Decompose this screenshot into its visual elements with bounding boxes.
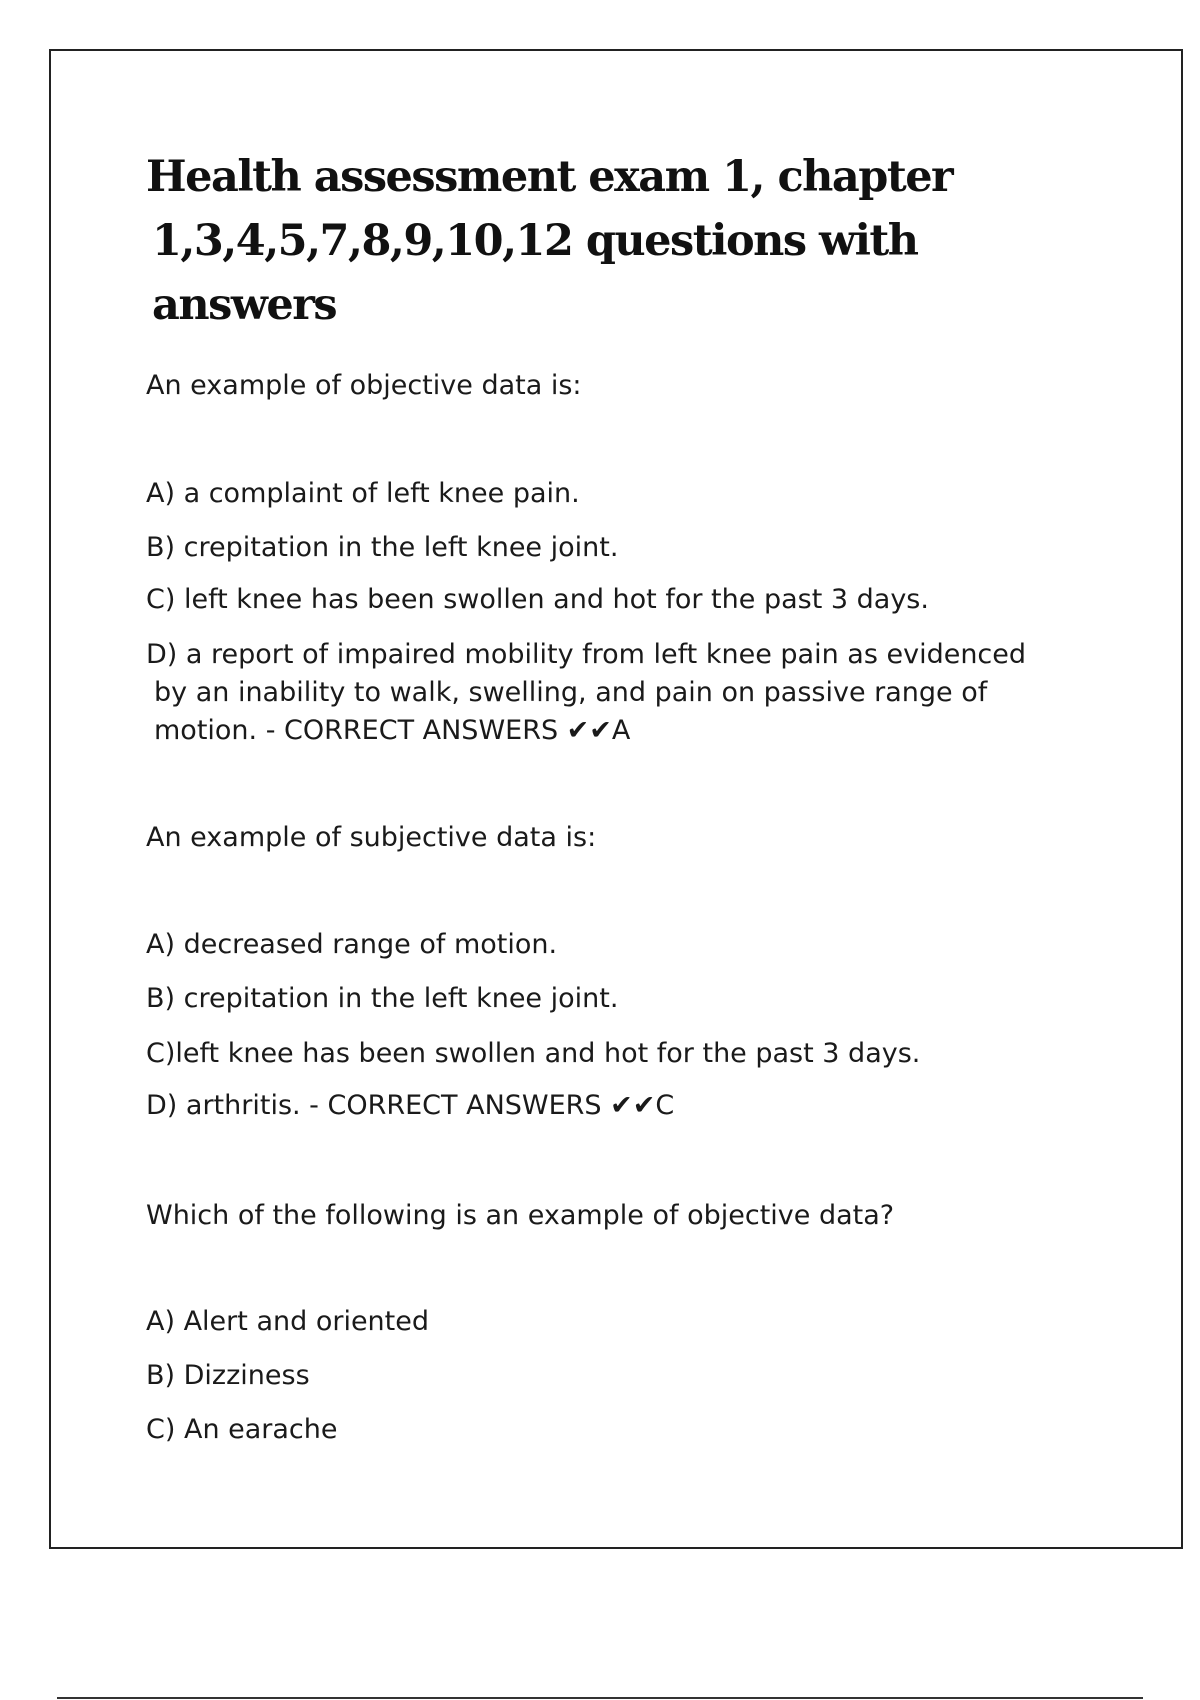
question-1-option-d-line-2: by an inability to walk, swelling, and pain on passive range of [154,677,988,708]
title-line-1: Health assessment exam 1, chapter [146,152,953,202]
question-3-option-b: B) Dizziness [146,1360,310,1391]
question-2-option-c: C)left knee has been swollen and hot for the past 3 days. [146,1038,921,1069]
question-1-option-d [146,636,1096,750]
page-bottom-divider [57,1697,1143,1699]
document-title [146,145,1046,337]
title-line-2: 1,3,4,5,7,8,9,10,12 questions with answers [152,216,918,330]
question-2-option-d-answer: D) arthritis. - CORRECT ANSWERS ✔✔C [146,1090,675,1121]
question-2-option-a: A) decreased range of motion. [146,929,558,960]
question-3-option-a: A) Alert and oriented [146,1306,429,1337]
question-1-option-b: B) crepitation in the left knee joint. [146,532,619,563]
question-2-prompt: An example of subjective data is: [146,822,597,853]
question-1-prompt: An example of objective data is: [146,370,582,401]
question-3-option-c: C) An earache [146,1414,338,1445]
question-1-option-d-answer: motion. - CORRECT ANSWERS ✔✔A [154,715,631,746]
question-1-option-a: A) a complaint of left knee pain. [146,478,580,509]
question-1-option-d-line-1: D) a report of impaired mobility from left knee pain as evidenced [146,639,1027,670]
question-1-option-c: C) left knee has been swollen and hot for the past 3 days. [146,584,929,615]
question-3-prompt: Which of the following is an example of objective data? [146,1200,895,1231]
question-2-option-b: B) crepitation in the left knee joint. [146,983,619,1014]
